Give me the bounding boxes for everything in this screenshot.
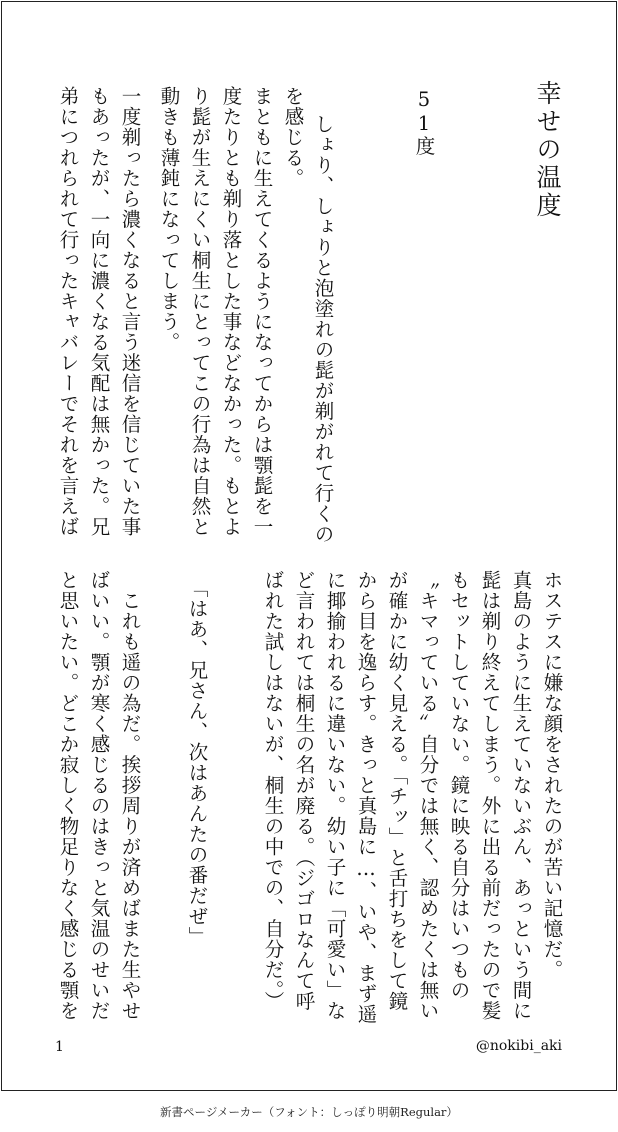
body-text-column: と思いたい。どこか寂しく物足りなく感じる顎を [56,570,80,1021]
body-text-column: ばれた試しはないが、桐生の中での、自分だ。） [261,570,285,1012]
body-text-column: ホステスに嫌な顔をされたのが苦い記憶だ。 [540,570,564,980]
body-text-column: を感じる。 [281,86,305,189]
body-text-column: ばいい。顎が寒く感じるのはきっと気温のせいだ [87,570,111,1021]
body-text-column: もあったが、一向に濃くなる気配は無かった。兄 [87,86,111,537]
body-text-column: まともに生えてくるようになってからは顎髭を一 [250,86,274,537]
body-text-column: これも遥の為だ。挨拶周りが済めばまた生やせ [118,570,142,1021]
body-text-column: 〝キマっている〟自分では無く、認めたくは無い [416,570,440,1021]
body-text-column: 弟につれられて行ったキャバレーでそれを言えば [56,86,80,537]
body-text-column: 度たりとも剃り落とした事などなかった。もとよ [219,86,243,537]
page-number: 1 [55,1039,64,1055]
chapter-subtitle: 51度 [412,88,436,157]
story-title: 幸せの温度 [533,80,562,220]
generator-caption: 新書ページメーカー（フォント：しっぽり明朝Regular） [160,1105,458,1119]
book-page [1,1,617,1091]
author-handle: @nokibi_aki [475,1038,562,1054]
body-text-column: 一度剃ったら濃くなると言う迷信を信じていた事 [118,86,142,537]
body-text-column: が確かに幼く見える。「チッ」と舌打ちをして鏡 [385,570,409,1012]
body-text-column: 動きも薄鈍になってしまう。 [157,86,181,353]
body-text-column: り髭が生えにくい桐生にとってこの行為は自然と [188,86,212,537]
body-text-column: ど言われては桐生の名が廃る。（ジゴロなんて呼 [292,570,316,1012]
body-text-column: から目を逸らす。きっと真島に…、いや、まず遥 [354,570,378,1025]
body-text-column: に揶揄われるに違いない。幼い子に「可愛い」な [323,570,347,1021]
body-text-column: 真島のように生えていないぶん、あっという間に [509,570,533,1021]
body-text-column: 髭は剃り終えてしまう。外に出る前だったので髪 [478,570,502,1021]
body-text-column: もセットしていない。鏡に映る自分はいつもの [447,570,471,1001]
dialogue-column: 「はあ、兄さん、次はあんたの番だぜ」 [185,578,209,947]
body-text-column: しょり、しょりと泡塗れの髭が剃がれて行くの [311,114,335,545]
